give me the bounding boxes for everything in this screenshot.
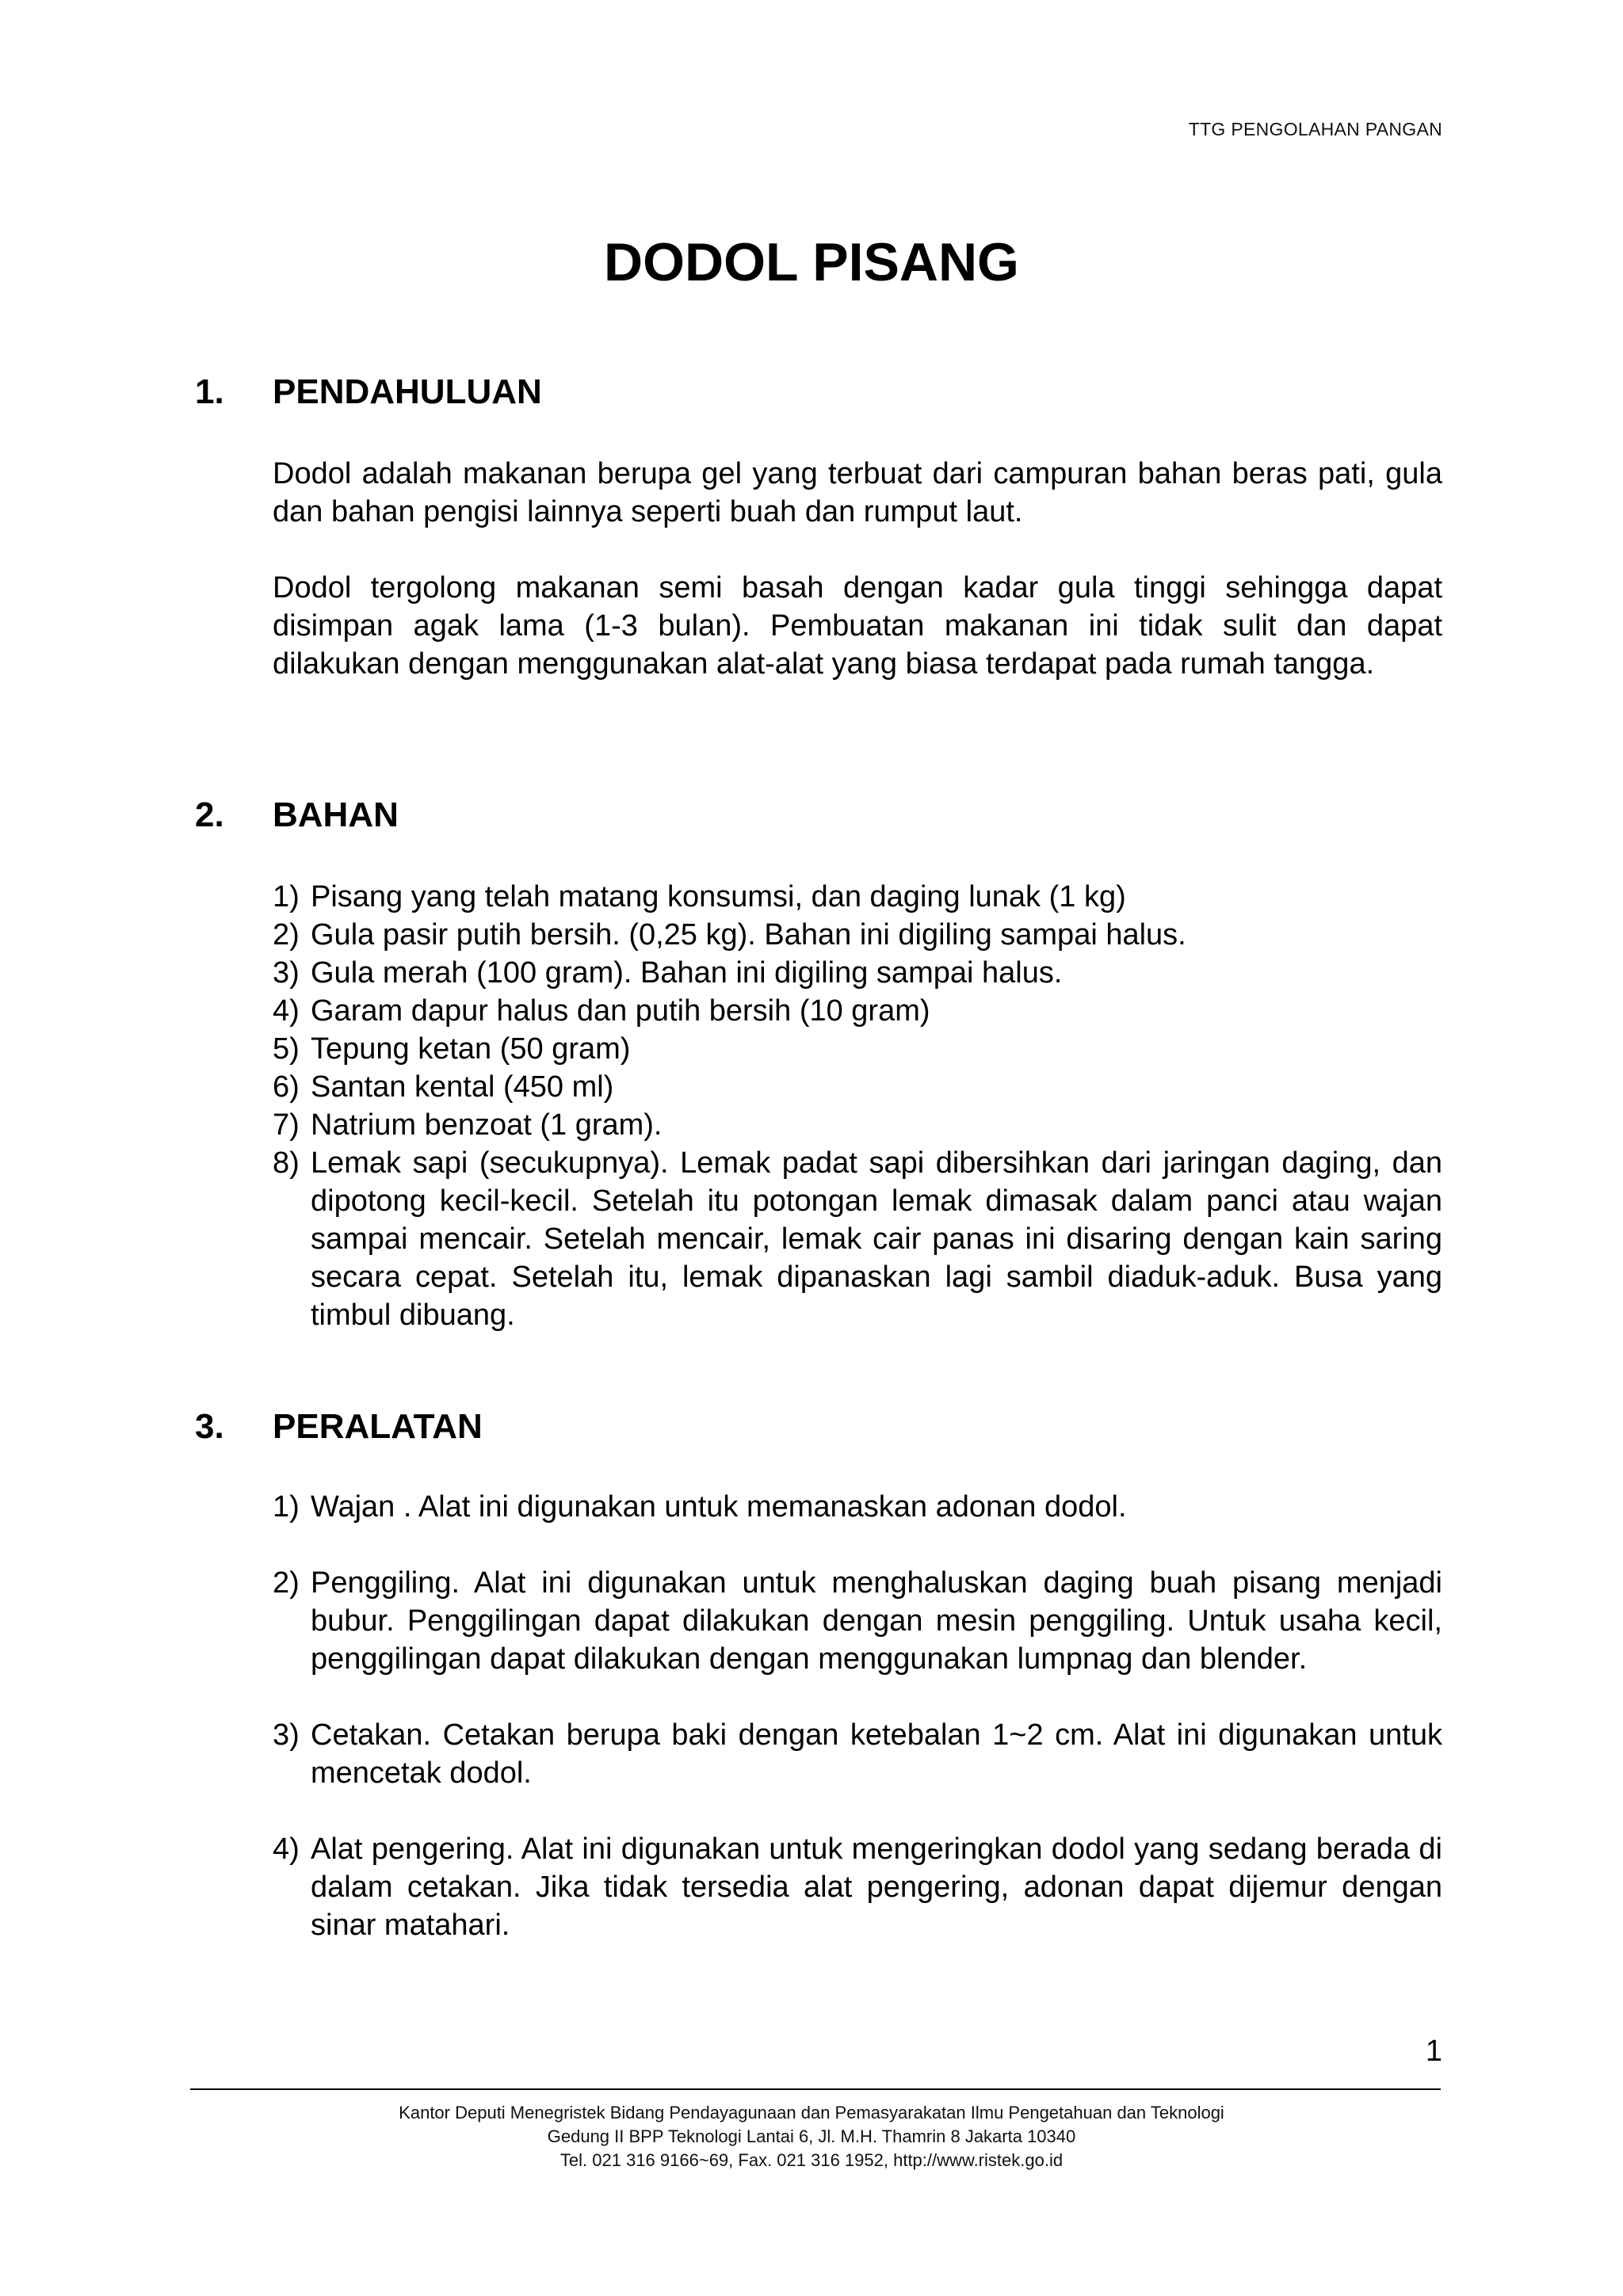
section-heading-pendahuluan bbox=[195, 372, 542, 412]
list-marker: 4) bbox=[273, 1833, 300, 1866]
list-marker: 3) bbox=[273, 956, 300, 990]
page-footer bbox=[0, 2101, 1623, 2172]
list-item-text: Natrium benzoat (1 gram). bbox=[311, 1108, 663, 1142]
running-header: TTG PENGOLAHAN PANGAN bbox=[1188, 119, 1442, 139]
list-marker: 1) bbox=[273, 1490, 300, 1524]
list-item bbox=[273, 878, 1442, 916]
list-item bbox=[273, 1830, 1442, 1944]
list-item-text: Santan kental (450 ml) bbox=[311, 1070, 614, 1104]
list-item-text: Tepung ketan (50 gram) bbox=[311, 1032, 631, 1066]
footer-rule bbox=[190, 2088, 1441, 2090]
list-marker: 2) bbox=[273, 1566, 300, 1600]
list-item bbox=[273, 1488, 1442, 1526]
list-marker: 1) bbox=[273, 880, 300, 913]
list-marker: 3) bbox=[273, 1718, 300, 1752]
list-item bbox=[273, 916, 1442, 954]
section-title: PENDAHULUAN bbox=[273, 372, 542, 411]
list-marker: 6) bbox=[273, 1070, 300, 1104]
list-item-text: Pisang yang telah matang konsumsi, dan daging lunak (1 kg) bbox=[311, 880, 1126, 913]
section-body-bahan bbox=[273, 878, 1442, 1334]
list-marker: 5) bbox=[273, 1032, 300, 1066]
list-item-text: Penggiling. Alat ini digunakan untuk menghaluskan daging buah pisang menjadi bubur. Penggilingan dapat dilakukan dengan mesin penggiling. Untuk usaha kecil, penggilingan dapat dilakukan dengan menggunakan lumpnag dan blender. bbox=[311, 1566, 1442, 1676]
list-item bbox=[273, 1106, 1442, 1144]
paragraph: Dodol adalah makanan berupa gel yang terbuat dari campuran bahan beras pati, gula dan bahan pengisi lainnya seperti buah dan rumput laut. bbox=[273, 457, 1442, 528]
list-item bbox=[273, 1068, 1442, 1106]
list-item bbox=[273, 1144, 1442, 1334]
list-item-text: Gula merah (100 gram). Bahan ini digiling sampai halus. bbox=[311, 956, 1063, 990]
paragraph: Dodol tergolong makanan semi basah dengan kadar gula tinggi sehingga dapat disimpan agak lama (1-3 bulan). Pembuatan makanan ini tidak sulit dan dapat dilakukan dengan menggunakan alat-alat yang biasa terdapat pada rumah tangga. bbox=[273, 571, 1442, 681]
section-title: PERALATAN bbox=[273, 1407, 483, 1446]
section-number: 3. bbox=[195, 1407, 224, 1446]
document-title: DODOL PISANG bbox=[604, 232, 1019, 292]
section-heading-peralatan bbox=[195, 1407, 483, 1447]
equipment-list bbox=[273, 1488, 1442, 1944]
list-item bbox=[273, 1030, 1442, 1068]
list-marker: 8) bbox=[273, 1146, 300, 1180]
section-body-pendahuluan bbox=[273, 455, 1442, 683]
list-item bbox=[273, 1564, 1442, 1678]
section-number: 1. bbox=[195, 372, 224, 411]
list-item bbox=[273, 992, 1442, 1030]
ingredient-list bbox=[273, 878, 1442, 1334]
list-item bbox=[273, 1716, 1442, 1792]
page-number: 1 bbox=[1425, 2035, 1442, 2068]
list-item-text: Cetakan. Cetakan berupa baki dengan ketebalan 1~2 cm. Alat ini digunakan untuk mencetak dodol. bbox=[311, 1718, 1442, 1790]
footer-line-contact: Tel. 021 316 9166~69, Fax. 021 316 1952, http://www.ristek.go.id bbox=[559, 2150, 1064, 2170]
section-heading-bahan bbox=[195, 795, 399, 835]
list-item-text: Gula pasir putih bersih. (0,25 kg). Bahan ini digiling sampai halus. bbox=[311, 918, 1186, 952]
footer-line-institution: Kantor Deputi Menegristek Bidang Pendayagunaan dan Pemasyarakatan Ilmu Pengetahuan dan Teknologi bbox=[399, 2103, 1224, 2122]
section-title: BAHAN bbox=[273, 795, 399, 834]
list-item-text: Wajan . Alat ini digunakan untuk memanaskan adonan dodol. bbox=[311, 1490, 1127, 1524]
list-item-text: Lemak sapi (secukupnya). Lemak padat sapi dibersihkan dari jaringan daging, dan dipotong kecil-kecil. Setelah itu potongan lemak dimasak dalam panci atau wajan sampai mencair. Setelah mencair, lemak cair panas ini disaring dengan kain saring secara cepat. Setelah itu, lemak dipanaskan lagi sambil diaduk-aduk. Busa yang timbul dibuang. bbox=[311, 1146, 1442, 1332]
footer-line-address: Gedung II BPP Teknologi Lantai 6, Jl. M.H. Thamrin 8 Jakarta 10340 bbox=[547, 2126, 1076, 2146]
section-number: 2. bbox=[195, 795, 224, 834]
list-item bbox=[273, 954, 1442, 992]
list-marker: 7) bbox=[273, 1108, 300, 1142]
list-item-text: Garam dapur halus dan putih bersih (10 gram) bbox=[311, 994, 930, 1028]
list-item-text: Alat pengering. Alat ini digunakan untuk mengeringkan dodol yang sedang berada di dalam cetakan. Jika tidak tersedia alat pengering, adonan dapat dijemur dengan sinar matahari. bbox=[311, 1833, 1442, 1942]
section-body-peralatan bbox=[273, 1488, 1442, 1944]
list-marker: 4) bbox=[273, 994, 300, 1028]
list-marker: 2) bbox=[273, 918, 300, 952]
